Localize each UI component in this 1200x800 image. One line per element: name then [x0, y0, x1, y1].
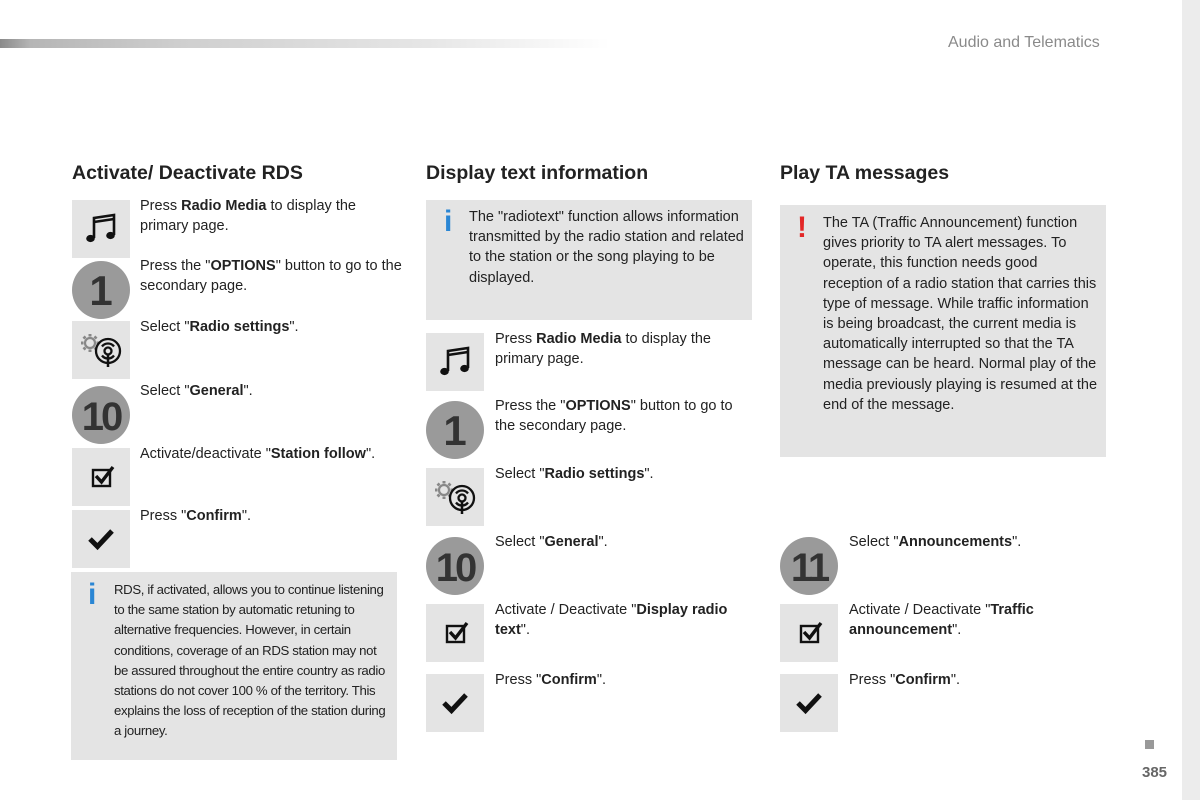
svg-text:11: 11	[790, 546, 828, 590]
page-edge-strip	[1182, 0, 1200, 800]
ta-warning-text: The TA (Traffic Announcement) function gives priority to TA alert messages. To operate, this function needs good reception of a radio station that carries this type of message. While traffic information is being broadcast, the current media is automatically interrupted so that the TA message can be heard. Normal play of the media previously playing is resumed at the end of the message.	[823, 215, 1098, 413]
checkmark-icon	[426, 674, 484, 732]
step-text: Press Radio Media to display the primary page.	[495, 331, 711, 367]
info-icon: i	[88, 578, 97, 611]
header-bar	[0, 39, 610, 48]
radiotext-info-box	[426, 200, 752, 320]
svg-text:10: 10	[435, 546, 475, 590]
number-badge-icon	[426, 401, 484, 459]
page-number: 385	[1142, 764, 1168, 781]
step-text: Select "Radio settings".	[140, 319, 299, 335]
step-text: Select "General".	[140, 383, 253, 399]
step-text: Select "General".	[495, 534, 608, 550]
music-note-icon	[72, 200, 130, 258]
radio-settings-icon	[72, 321, 130, 379]
step-text: Activate / Deactivate "Traffic announcement".	[849, 602, 1034, 638]
music-note-icon	[426, 333, 484, 391]
checkbox-icon	[426, 604, 484, 662]
col1-title: Activate/ Deactivate RDS	[72, 162, 303, 184]
col3-title: Play TA messages	[780, 162, 950, 184]
radio-settings-icon	[426, 468, 484, 526]
rds-info-box	[71, 572, 397, 760]
warning-icon: !	[797, 211, 807, 244]
step-text: Press the "OPTIONS" button to go to the secondary page.	[495, 398, 733, 434]
number-badge-icon	[72, 261, 130, 319]
rds-info-text: RDS, if activated, allows you to continue listening to the same station by automatic retuning to alternative frequencies. However, in certain conditions, coverage of an RDS station may not be assured throughout the entire country as radio stations do not cover 100 % of the territory. This explains the loss of reception of the station during a journey.	[114, 582, 386, 739]
info-icon: i	[444, 205, 453, 238]
svg-text:1: 1	[89, 267, 113, 314]
number-badge-icon	[72, 386, 130, 444]
step-text: Activate / Deactivate "Display radio text".	[495, 602, 728, 638]
step-text: Press the "OPTIONS" button to go to the secondary page.	[140, 258, 402, 294]
number-badge-icon	[780, 537, 838, 595]
step-text: Select "Announcements".	[849, 534, 1022, 550]
step-text: Press Radio Media to display the primary page.	[140, 198, 356, 234]
section-title: Audio and Telematics	[948, 34, 1100, 51]
step-text: Press "Confirm".	[849, 672, 961, 688]
checkbox-icon	[780, 604, 838, 662]
step-text: Select "Radio settings".	[495, 466, 654, 482]
ta-warning-box	[780, 205, 1106, 457]
col2-title: Display text information	[426, 162, 649, 184]
checkbox-icon	[72, 448, 130, 506]
step-text: Press "Confirm".	[495, 672, 607, 688]
number-badge-icon	[426, 537, 484, 595]
svg-text:1: 1	[443, 407, 467, 454]
step-text: Activate/deactivate "Station follow".	[140, 446, 376, 462]
page-marker	[1145, 740, 1154, 749]
radiotext-info-text: The "radiotext" function allows information transmitted by the radio station and related to the station or the song playing to be displayed.	[469, 209, 744, 286]
svg-text:10: 10	[81, 395, 121, 439]
checkmark-icon	[780, 674, 838, 732]
checkmark-icon	[72, 510, 130, 568]
step-text: Press "Confirm".	[140, 508, 252, 524]
